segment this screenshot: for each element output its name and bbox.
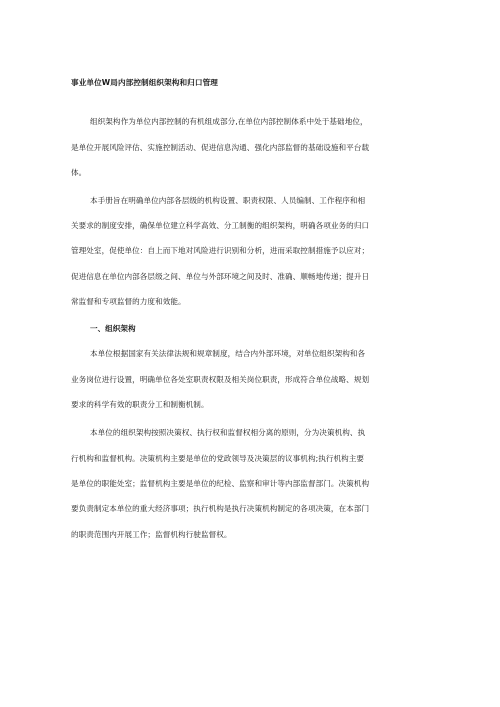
paragraph-line: 组织架构作为单位内部控制的有机组成部分,在单位内部控制体系中处于基础地位， [90, 117, 368, 126]
paragraph-line: 本单位的组织架构按照决策权、执行权和监督权相分离的原则，分为决策机构、执 [90, 428, 366, 437]
paragraph-line: 常监督和专项监督的力度和效能。 [71, 297, 186, 306]
paragraph-line: 行机构和监督机构。决策机构主要是单位的党政领导及决策层的议事机构;执行机构主要 [71, 454, 365, 463]
paragraph-line: 体。 [71, 168, 87, 177]
paragraph-line: 要负责制定本单位的重大经济事项；执行机构是执行决策机构制定的各项决策，在本部门 [71, 504, 370, 513]
paragraph-line: 是单位开展风险评估、实施控制活动、促进信息沟通、强化内部监督的基础设施和平台载 [71, 143, 370, 152]
paragraph-line: 是单位的职能处室；监督机构主要是单位的纪检、监察和审计等内部监督部门。决策机构 [71, 479, 370, 488]
paragraph-line: 的职责范围内开展工作；监督机构行驶监督权。 [71, 530, 232, 539]
paragraph-line: 关要求的制度安排，确保单位建立科学高效、分工制衡的组织架构，明确各项业务的归口 [71, 221, 370, 230]
paragraph-line: 本单位根据国家有关法律法规和规章制度，结合内外部环境，对单位组织架构和各 [90, 349, 366, 358]
paragraph-line: 本手册旨在明确单位内部各层级的机构设置、职责权限、人员编制、工作程序和相 [90, 196, 366, 205]
document-title: 事业单位W局内部控制组织架构和归口管理 [71, 78, 218, 87]
paragraph-line: 要求的科学有效的职责分工和制衡机制。 [71, 400, 209, 409]
section-heading: 一、组织架构 [90, 324, 136, 333]
paragraph-line: 促进信息在单位内部各层级之间、单位与外部环境之间及时、准确、顺畅地传递；提升日 [71, 272, 370, 281]
paragraph-line: 管理处室，促使单位：自上而下地对风险进行识别和分析，进而采取控制措施予以应对； [71, 246, 370, 255]
paragraph-line: 业务岗位进行设置，明确单位各处室职责权限及相关岗位职责，形成符合单位战略、规划 [71, 375, 370, 384]
